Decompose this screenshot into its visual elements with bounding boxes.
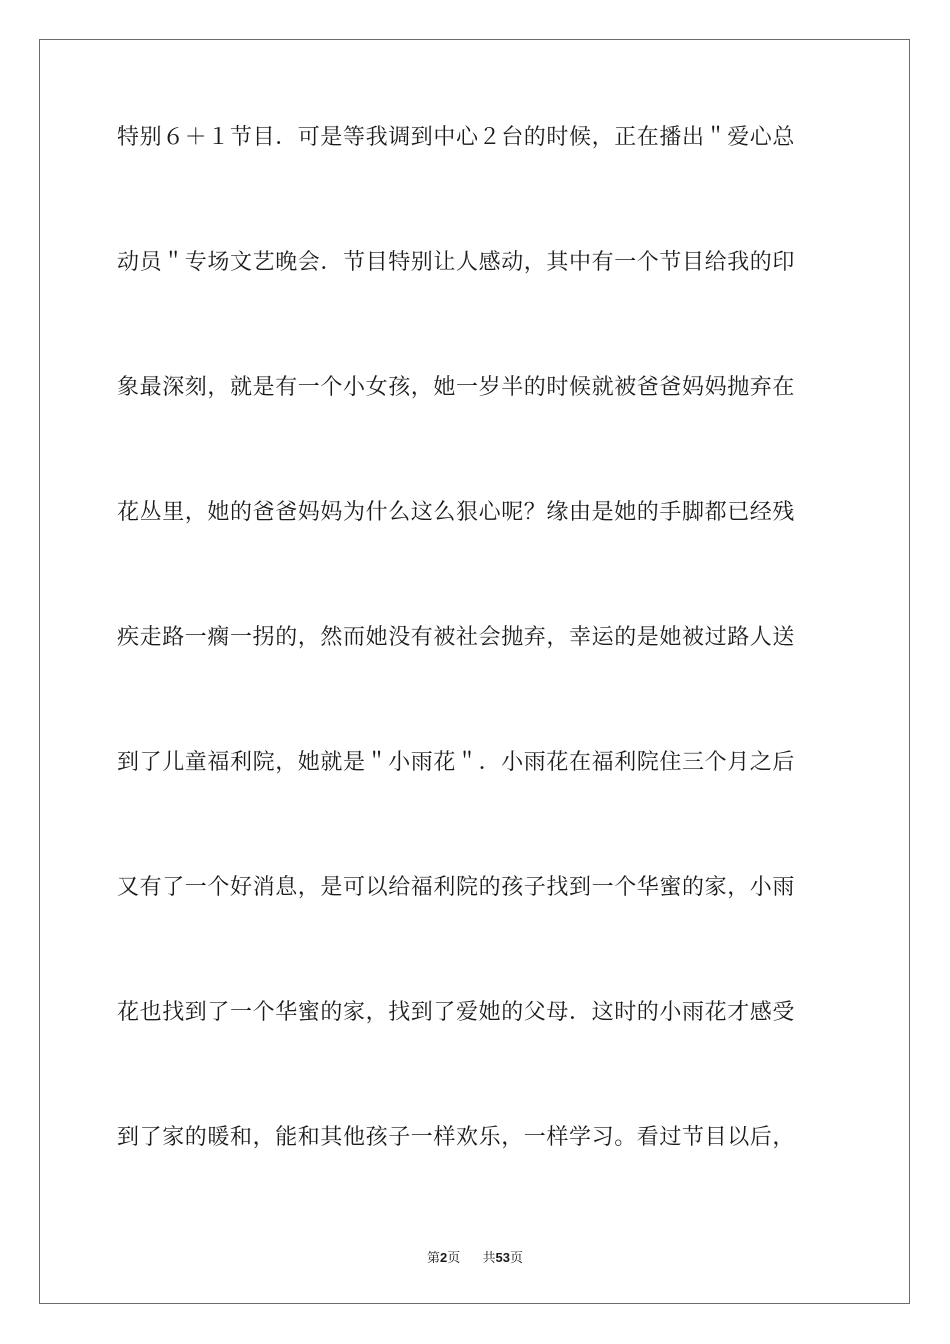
text-line: 特别６＋１节目．可是等我调到中心２台的时候，正在播出＂爱心总 (117, 125, 796, 150)
total-count: 53 (495, 1250, 510, 1265)
text-line: 到了儿童福利院，她就是＂小雨花＂．小雨花在福利院住三个月之后 (117, 750, 796, 775)
total-prefix: 共 (482, 1251, 496, 1266)
text-line: 象最深刻，就是有一个小女孩，她一岁半的时候就被爸爸妈妈抛弃在 (117, 375, 796, 400)
document-body (117, 124, 837, 1249)
total-suffix: 页 (510, 1251, 524, 1266)
page-prefix: 第 (426, 1251, 440, 1266)
current-page: 2 (439, 1250, 448, 1265)
page-suffix: 页 (447, 1251, 461, 1266)
text-line: 花丛里，她的爸爸妈妈为什么这么狠心呢？缘由是她的手脚都已经残 (117, 500, 796, 525)
page-number (427, 1251, 464, 1266)
text-line: 到了家的暖和，能和其他孩子一样欢乐，一样学习。看过节目以后， (117, 1125, 796, 1150)
text-line: 动员＂专场文艺晚会．节目特别让人感动，其中有一个节目给我的印 (117, 250, 796, 275)
text-line: 又有了一个好消息，是可以给福利院的孩子找到一个华蜜的家，小雨 (117, 875, 796, 900)
text-line: 疾走路一瘸一拐的，然而她没有被社会抛弃，幸运的是她被过路人送 (117, 625, 796, 650)
text-line: 花也找到了一个华蜜的家，找到了爱她的父母．这时的小雨花才感受 (117, 1000, 796, 1025)
page-footer (0, 1247, 950, 1266)
total-pages (483, 1251, 524, 1266)
